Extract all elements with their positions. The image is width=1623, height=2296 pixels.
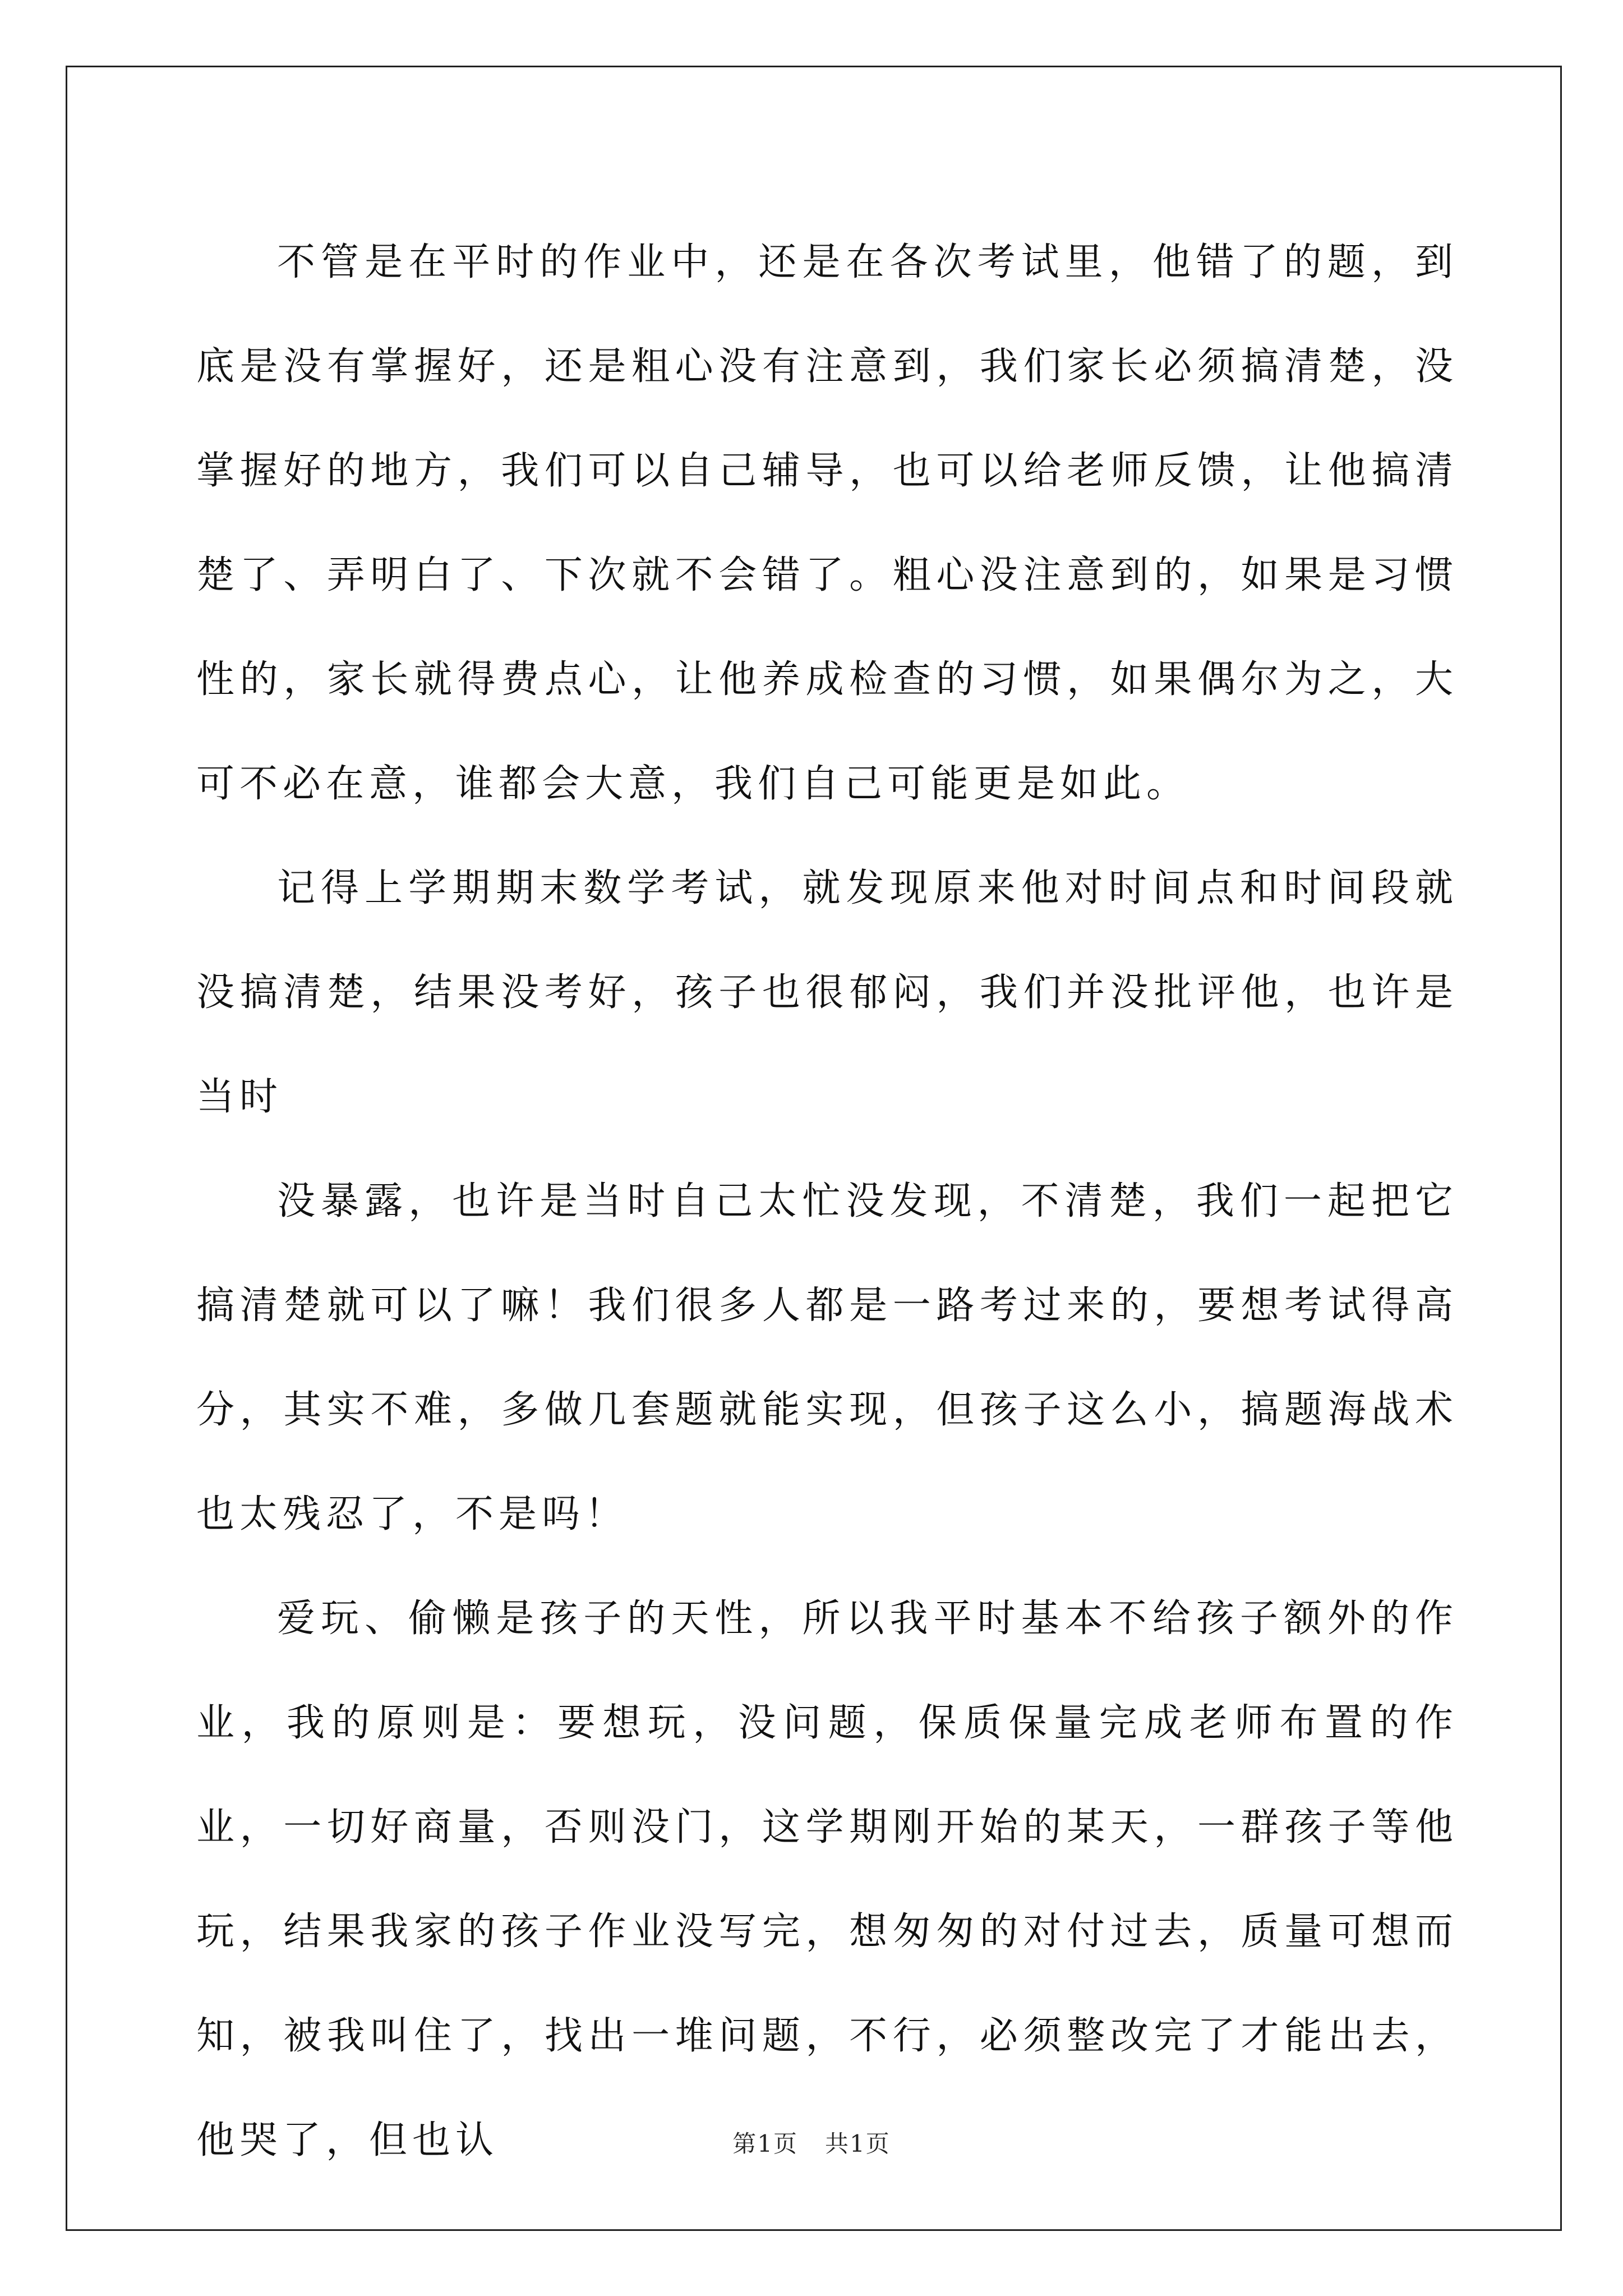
page-total: 共1页 [825,2130,891,2157]
page-footer [0,2127,1623,2161]
paragraph-2: 记得上学期期末数学考试，就发现原来他对时间点和时间段就没搞清楚，结果没考好，孩子也很郁闷，我们并没批评他，也许是当时 [196,866,1458,1119]
paragraph-4: 爱玩、偷懒是孩子的天性，所以我平时基本不给孩子额外的作业，我的原则是：要想玩，没问题，保质保量完成老师布置的作业，一切好商量，否则没门，这学期刚开始的某天，一群孩子等他玩，结果我家的孩子作业没写完，想匆匆的对付过去，质量可想而知，被我叫住了，找出一堆问题，不行，必须整改完了才能出去，他哭了，但也认 [196,1596,1458,2162]
paragraph-1: 不管是在平时的作业中，还是在各次考试里，他错了的题，到底是没有掌握好，还是粗心没有注意到，我们家长必须搞清楚，没掌握好的地方，我们可以自己辅导，也可以给老师反馈，让他搞清楚了、弄明白了、下次就不会错了。粗心没注意到的，如果是习惯性的，家长就得费点心，让他养成检查的习惯，如果偶尔为之，大可不必在意，谁都会大意，我们自己可能更是如此。 [196,240,1458,806]
document-body [196,210,1458,2193]
paragraph-3: 没暴露，也许是当时自己太忙没发现，不清楚，我们一起把它搞清楚就可以了嘛！我们很多人都是一路考过来的，要想考试得高分，其实不难，多做几套题就能实现，但孩子这么小，搞题海战术也太残忍了，不是吗！ [196,1179,1458,1536]
page-number: 第1页 [732,2130,798,2157]
